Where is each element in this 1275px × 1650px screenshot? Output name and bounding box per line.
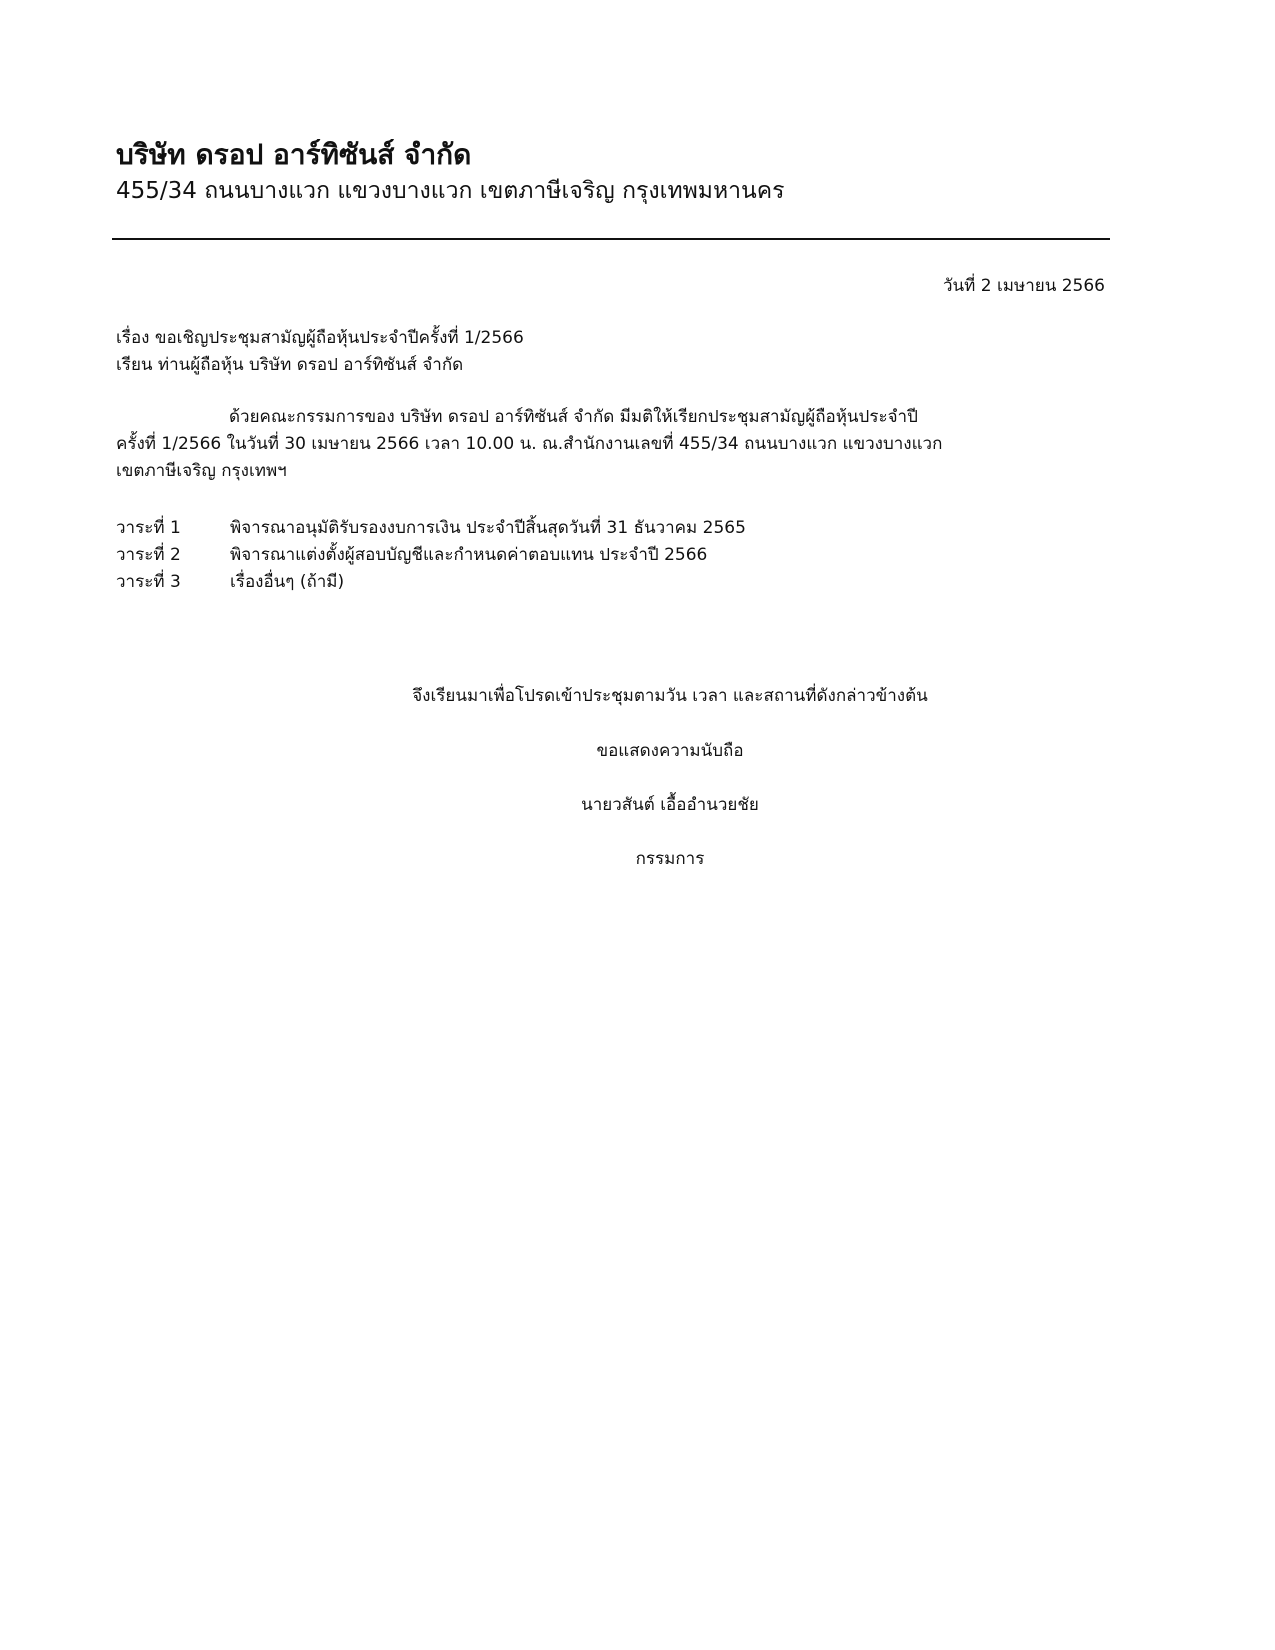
agenda-item bbox=[116, 569, 746, 596]
signer-name: นายวสันต์ เอื้ออำนวยชัย bbox=[581, 795, 759, 815]
agenda-list bbox=[116, 515, 746, 596]
regards: ขอแสดงความนับถือ bbox=[596, 741, 744, 761]
signer-title: กรรมการ bbox=[635, 849, 705, 869]
agenda-item bbox=[116, 542, 746, 569]
body-line-3: เขตภาษีเจริญ กรุงเทพฯ bbox=[116, 461, 287, 481]
body-paragraph bbox=[116, 404, 1056, 485]
company-address: 455/34 ถนนบางแวก แขวงบางแวก เขตภาษีเจริญ กรุงเทพมหานคร bbox=[116, 178, 785, 204]
agenda-item bbox=[116, 515, 746, 542]
agenda-item-label: วาระที่ 1 bbox=[116, 518, 181, 538]
letter-subject: เรื่อง ขอเชิญประชุมสามัญผู้ถือหุ้นประจำปีครั้งที่ 1/2566 bbox=[116, 328, 524, 348]
header-divider bbox=[112, 238, 1110, 240]
company-name: บริษัท ดรอป อาร์ทิซันส์ จำกัด bbox=[116, 138, 472, 171]
body-line-1: ด้วยคณะกรรมการของ บริษัท ดรอป อาร์ทิซันส์ จำกัด มีมติให้เรียกประชุมสามัญผู้ถือหุ้นประจำปี bbox=[229, 407, 918, 427]
agenda-item-label: วาระที่ 3 bbox=[116, 572, 181, 592]
agenda-item-text: เรื่องอื่นๆ (ถ้ามี) bbox=[230, 572, 345, 592]
letter-recipient: เรียน ท่านผู้ถือหุ้น บริษัท ดรอป อาร์ทิซันส์ จำกัด bbox=[116, 355, 464, 375]
closing-line: จึงเรียนมาเพื่อโปรดเข้าประชุมตามวัน เวลา และสถานที่ดังกล่าวข้างต้น bbox=[412, 686, 928, 706]
agenda-item-label: วาระที่ 2 bbox=[116, 545, 181, 565]
agenda-item-text: พิจารณาแต่งตั้งผู้สอบบัญชีและกำหนดค่าตอบแทน ประจำปี 2566 bbox=[230, 545, 708, 565]
body-line-2: ครั้งที่ 1/2566 ในวันที่ 30 เมษายน 2566 เวลา 10.00 น. ณ.สำนักงานเลขที่ 455/34 ถนนบางแวก แขวงบางแวก bbox=[116, 434, 943, 454]
agenda-item-text: พิจารณาอนุมัติรับรองงบการเงิน ประจำปีสิ้นสุดวันที่ 31 ธันวาคม 2565 bbox=[230, 518, 746, 538]
letter-date: วันที่ 2 เมษายน 2566 bbox=[942, 276, 1105, 296]
